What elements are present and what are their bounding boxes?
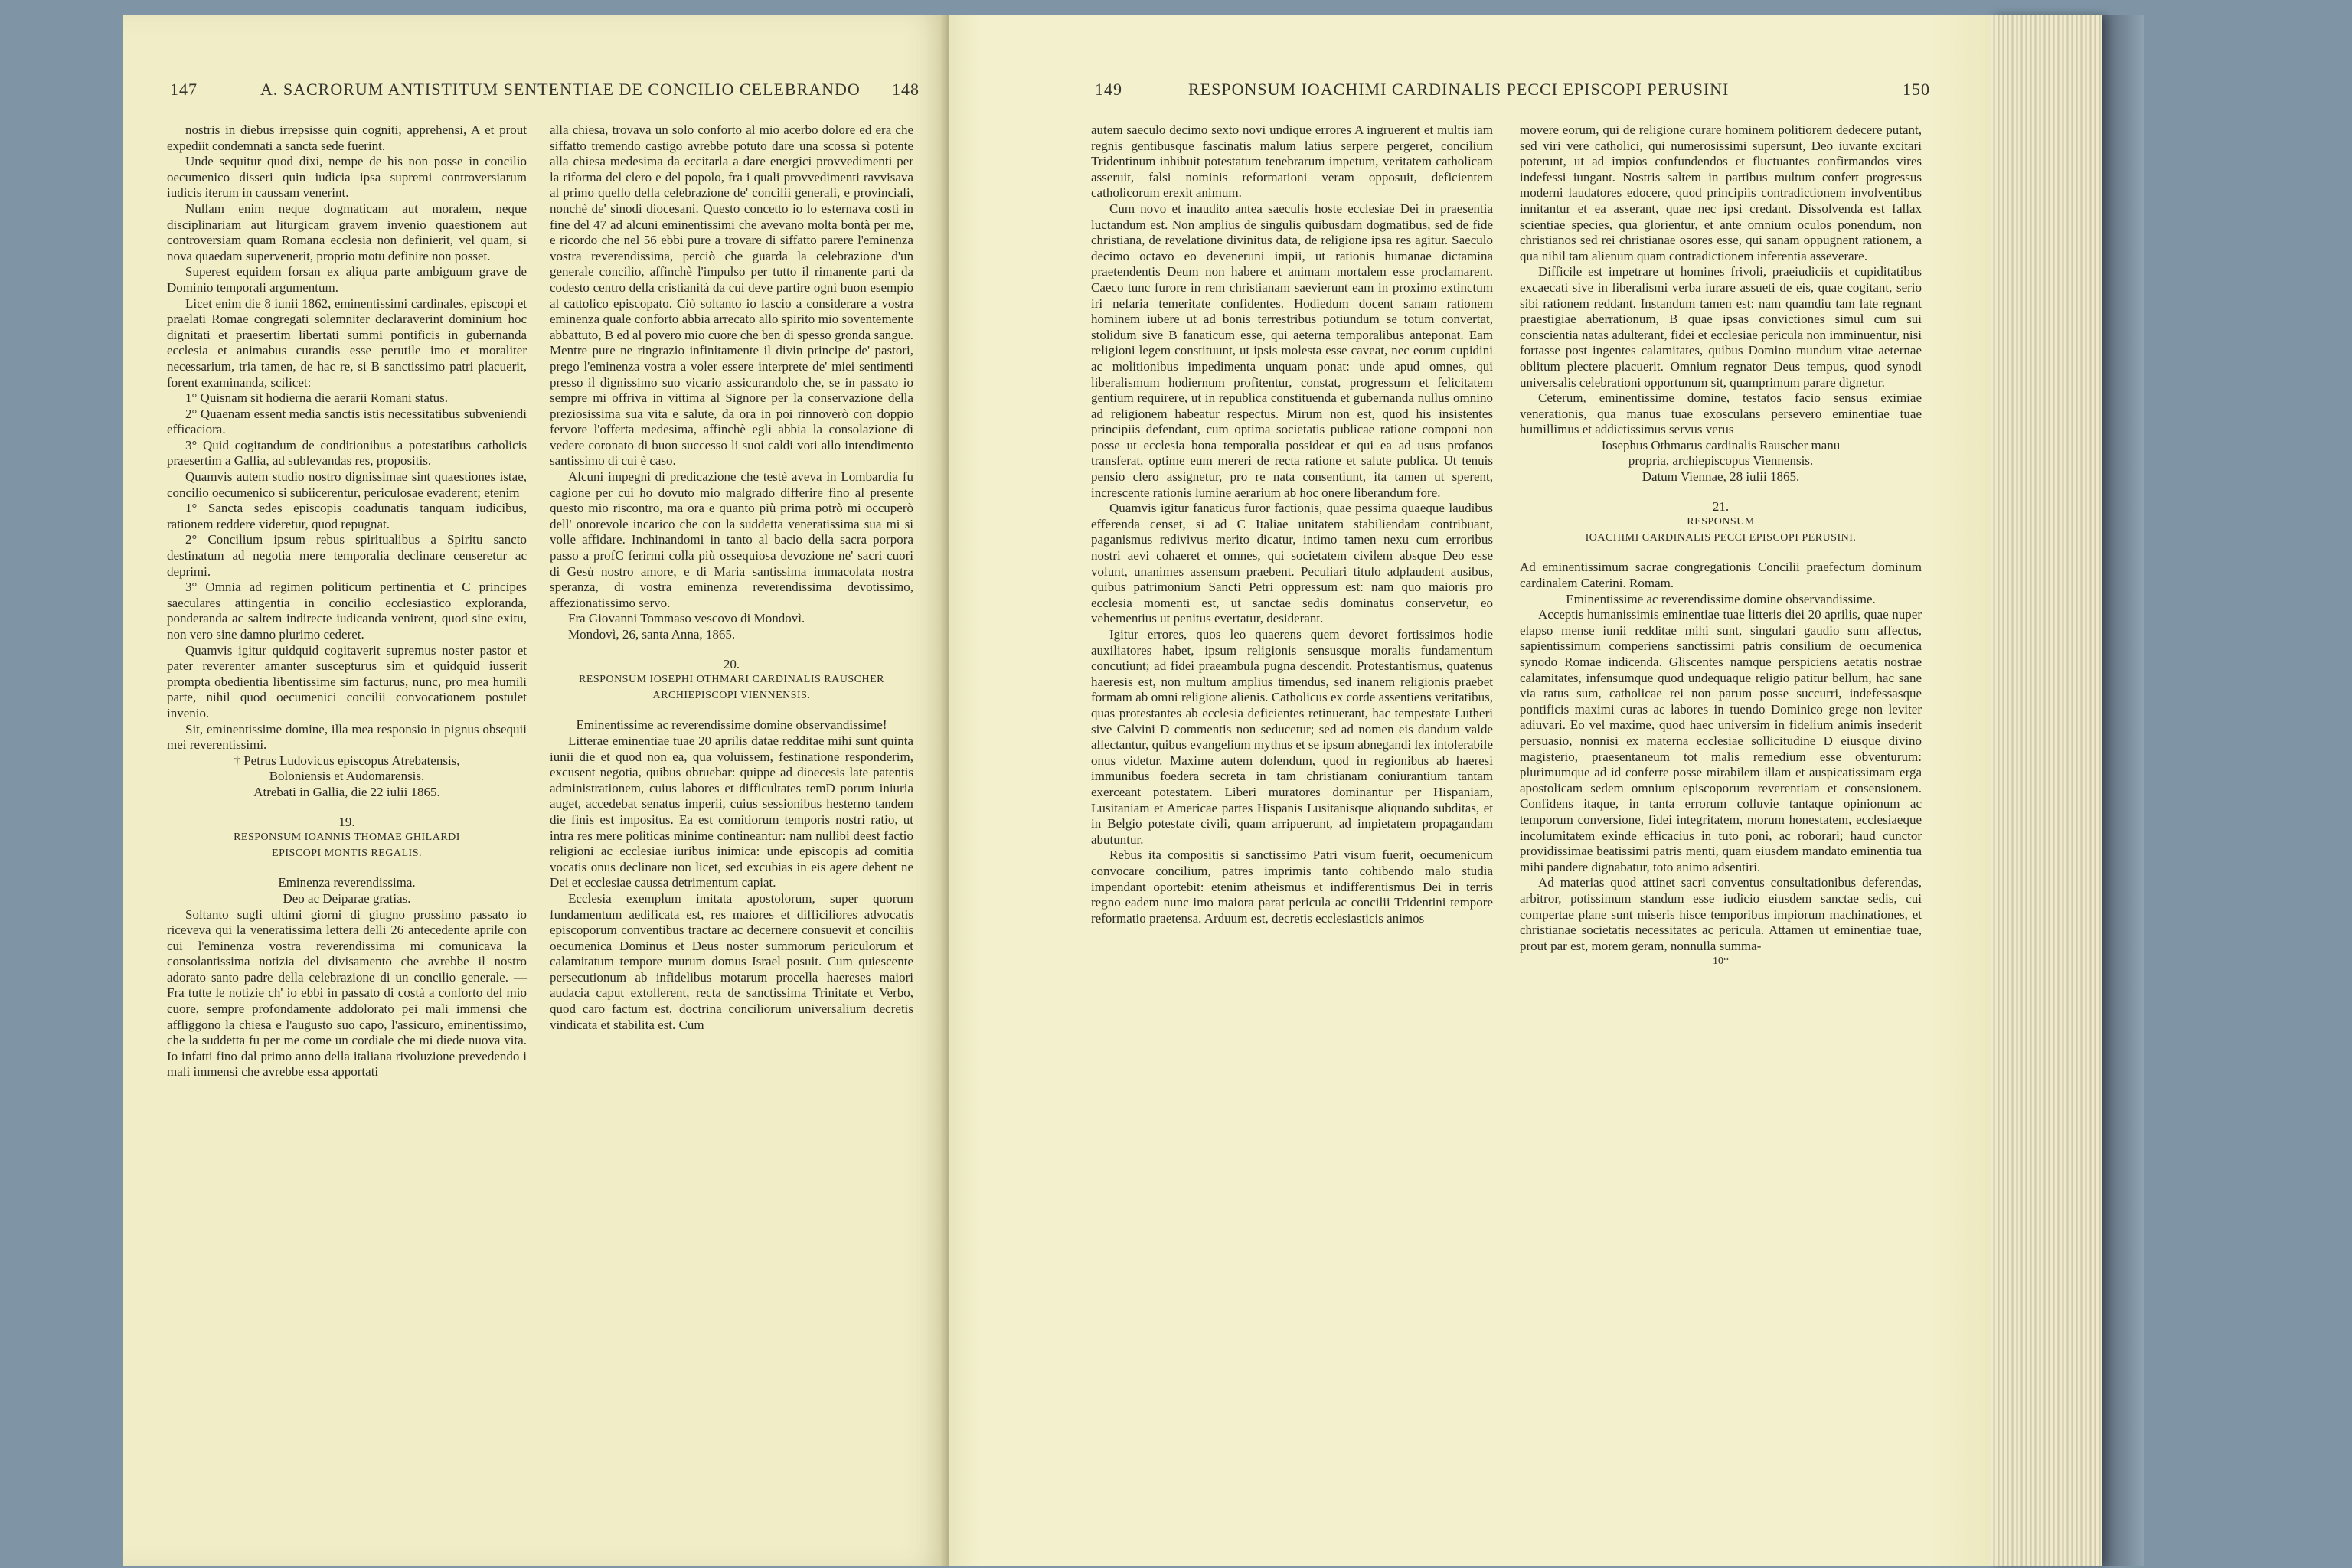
text-column — [550, 122, 913, 1033]
text-column — [1520, 122, 1922, 970]
signature-mark: 10* — [1713, 956, 1729, 968]
paragraph: 1° Quisnam sit hodierna die aerarii Romani status. — [185, 390, 448, 406]
section-heading: IOACHIMI CARDINALIS PECCI EPISCOPI PERUSINI. — [1585, 531, 1857, 544]
signature-line: Iosephus Othmarus cardinalis Rauscher manu — [1601, 437, 1841, 452]
signature-line: Datum Viennae, 28 iulii 1865. — [1642, 469, 1800, 485]
paragraph: 1° Sancta sedes episcopis coadunatis tanquam iudicibus, rationem reddere videretur, quod repugnat. — [167, 501, 527, 531]
section-number: 21. — [1712, 498, 1730, 514]
paragraph: Sit, eminentissime domine, illa mea responsio in pignus obsequii mei reverentissimi. — [167, 721, 527, 753]
running-head: RESPONSUM IOACHIMI CARDINALIS PECCI EPISCOPI PERUSINI — [1188, 80, 1730, 99]
paragraph: Difficile est impetrare ut homines frivoli, praeiudiciis et cupiditatibus excaecati sive in liberalismi verba iurare assueti de eis, quae cogitant, serio sibi rationem reddant. Instandum tamen est: nam quamdiu tam late regnant praestigiae aberrationum, B quae ipsas convictiones simul cum sui conscientia natas adulterant, fidei et ecclesiae pericula non imminuentur, nisi fortasse post ingentes calamitates, quibus Domino mundum vitae aeternae oblitum plectere placuerit. Omnium regnator Deus tempus, quod synodi universalis celebrationi opportunum sit, quamprimum parare dignetur. — [1520, 264, 1922, 390]
running-head: A. SACRORUM ANTISTITUM SENTENTIAE DE CONCILIO CELEBRANDO — [260, 80, 861, 99]
left-page — [122, 15, 946, 1566]
text-column — [167, 122, 527, 1080]
page-number: 149 — [1095, 80, 1122, 99]
section-heading: EPISCOPI MONTIS REGALIS. — [272, 847, 422, 859]
paragraph: Soltanto sugli ultimi giorni di giugno prossimo passato io riceveva qui la veneratissima lettera delli 26 antecedente aprile con cui l'eminenza vostra reverendissima mi comunicava la consolantissima notizia del divisamento che avrebbe il nostro adorato santo padre della celebrazione di un concilio generale. — Fra tutte le notizie ch' io ebbi in passato di costà a conforto del mio cuore, sempre profondamente addolorato pei mali immensi che affliggono la chiesa e l'augusto suo capo, l'assicuro, eminentissimo, che la suddetta fu per me come un cordiale che mi diede nuova vita. Io infatti fino dal primo anno della italiana rivoluzione prevedendo i mali immensi che avrebbe essa apportati — [167, 906, 527, 1080]
section-heading: RESPONSUM IOSEPHI OTHMARI CARDINALIS RAUSCHER — [579, 674, 884, 686]
paragraph: autem saeculo decimo sexto novi undique errores A ingruerent et multis iam regnis gentibusque fascinatis malum latius serpere pergeret, concilium Tridentinum inhibuit potestatum tenebrarum impetum, veritatem catholicam asseruit, falsi nominis reformationi veram opposuit, deficientem catholicorum erexit animum. — [1091, 122, 1493, 201]
paragraph: 2° Concilium ipsum rebus spiritualibus a Spiritu sancto destinatum ad negotia mere temporalia declinare censeretur ac deprimi. — [167, 532, 527, 579]
signature-line: Mondovì, 26, santa Anna, 1865. — [568, 627, 736, 642]
paragraph: Igitur errores, quos leo quaerens quem devoret fortissimos hodie auxiliatores habet, ipsum religionis sensusque moralis fundamentum concutiunt; ad fidei praeambula pugna descendit. Protestantismus, quatenus haeresis est, non multum amplius timendus, sed inanem religionis praebet formam ab omni religione alienis. Catholicus ex corde assentiens veritatibus, quas protestantes ab ecclesia deficientes retinuerant, hac tempestate Lutheri sive Calvini D commentis non seducetur; sed ad nomen eis dandum valde allectantur, quibus evangelium mythus et se ipsum abnegandi lex intolerabile onus videtur. Maxime autem dolendum, quod in regionibus ab haeresi immunibus foedera secreta in tam christianam coniurantium tantam exerceant potestatem. Liberi muratores dominantur per Hispaniam, Lusitaniam et Americae partes Hispanis Lusitanisque aliquando subditas, et in Belgio potestate civili, quam arripuerunt, ad impietatem propagandam abutuntur. — [1091, 627, 1493, 847]
paragraph: Unde sequitur quod dixi, nempe de his non posse in concilio oecumenico disseri quin iudicia ipsa supremi controversiarum iudicis iterum in caussam venerint. — [167, 154, 527, 201]
paragraph: Rebus ita compositis si sanctissimo Patri visum fuerit, oecumenicum convocare concilium, patres imprimis tanto cohibendo malo studia impendant oportebit: etenim atheismus et indifferentismus Dei in terris regno eadem nunc imo maiora parat pericula ac concilii Tridentini tempore reformatio praetensa. Arduum est, decretis ecclesiasticis animos — [1091, 848, 1493, 926]
paragraph: 2° Quaenam essent media sanctis istis necessitatibus subveniendi efficaciora. — [167, 406, 527, 437]
paragraph: Acceptis humanissimis eminentiae tuae litteris diei 20 aprilis, quae nuper elapso mense iunii redditae mihi sunt, singulari gaudio sum affectus, sapientissimum comperiens sanctissimi patris consilium de oecumenica synodo Romae indicenda. Gliscentes namque perspiciens aetatis nostrae calamitates, infensumque quod undequaque religio patitur bellum, hac sane via ratus sum, catholicae rei non parum posse succurri, indefessasque pontificis maximi curas ac labores in tuendo Dominico grege non leviter adiuvari. Eo vel maxime, quod haec universim in fidelium animis insederit persuasio, nonnisi ex materna ecclesiae sollicitudine D eiusque divino magisterio, praesentaneum tot malis remedium esse obventurum: plurimumque ad id conferre posse mirabilem illam et auspicatissimam erga apostolicam sedem omnium episcoporum reverentiam et consensionem. Confidens itaque, in tanta errorum colluvie tantaque opinionum ac temporum conversione, fidei integritatem, morum honestatem, ecclesiaeque incolumitatem exinde efficacius in tuto poni, ac roborari; haud cunctor providissimae beatissimi patris menti, quam eiusdem mandato eminentia tua mihi pandere dignabatur, toto animo adsentiri. — [1520, 607, 1922, 874]
paragraph: Ad eminentissimum sacrae congregationis Concilii praefectum dominum cardinalem Caterini. Romam. — [1520, 560, 1922, 591]
paragraph: 3° Quid cogitandum de conditionibus a potestatibus catholicis praesertim a Gallia, ad sublevandas res, propositis. — [167, 437, 527, 469]
paragraph: Quamvis igitur quidquid cogitaverit supremus noster pastor et pater reverenter amanter suscepturus sim et quidquid iusserit prompta obedientia libentissime sim facturus, nunc, pro mea humili parte, nihil quod oecumenici concilii convocationem postulet invenio. — [167, 642, 527, 720]
paragraph: Ad materias quod attinet sacri conventus consultationibus deferendas, arbitror, potissimum standum esse iudicio eiusdem sanctae sedis, cui compertae plane sunt miseris hisce temporibus impiorum machinationes, et christianae societatis necessitates ac pericula. Attamen ut eminentiae tuae, prout par est, morem geram, nonnulla summa- — [1520, 875, 1922, 953]
section-heading: ARCHIEPISCOPI VIENNENSIS. — [652, 689, 811, 701]
page-number: 147 — [170, 80, 198, 99]
signature-line: Atrebati in Gallia, die 22 iulii 1865. — [253, 784, 440, 799]
paragraph: Ceterum, eminentissime domine, testatos facio sensus eximiae venerationis, qua manus tuae exosculans persevero eminentiae tuae humillimus et addictissimus servus verus — [1520, 390, 1922, 437]
signature-line: Fra Giovanni Tommaso vescovo di Mondovì. — [568, 611, 805, 626]
salutation: Deo ac Deiparae gratias. — [283, 890, 411, 906]
paragraph: Litterae eminentiae tuae 20 aprilis datae redditae mihi sunt quinta iunii die et quod non ea, qua voluissem, festinatione responderim, excusent negotia, quibus obruebar: quippe ad dioecesis late patentis administrationem, cuius labores et difficultates temD porum iniuria auget, accedebat senatus imperii, cuius sessionibus hesterno tandem die finis est impositus. Ea est comitiorum temporis nostri ratio, ut intra res mere politicas minime contineantur: nam nullibi deest factio religioni ac ecclesiae iuribus inimica: unde episcopis ad comitia vocatis onus declinare non licet, sed excubias in eis agere debent ne Dei et ecclesiae caussa detrimentum capiat. — [550, 733, 913, 890]
section-number: 19. — [338, 814, 355, 829]
salutation: Eminentissime ac reverendissime domine observandissime. — [1566, 591, 1876, 606]
text-column — [1091, 122, 1493, 926]
signature-line: † Petrus Ludovicus episcopus Atrebatensis, — [234, 753, 460, 768]
paragraph: nostris in diebus irrepsisse quin cogniti, apprehensi, A et prout expediit condemnati a sancta sede fuerint. — [167, 122, 527, 153]
paragraph: Ecclesia exemplum imitata apostolorum, super quorum fundamentum aedificata est, res maiores et difficiliores advocatis episcoporum conventibus tractare ac decernere consuevit et conciliis oecumenica Dominus et Deus noster summorum periculorum et calamitatum tempore murum domus Israel posuit. Cum quiescente persecutionum ab infidelibus motarum procella haereses maiori audacia caput extollerent, recta de sanctissima Trinitate et Verbo, quod caro factum est, doctrina conciliorum universalium decretis vindicata et stabilita est. Cum — [550, 890, 913, 1032]
paragraph: 3° Omnia ad regimen politicum pertinentia et C principes saeculares attingentia in concilio ecclesiastico exploranda, ponderanda ac saltem indirecte iudicanda venirent, quod sine exitu, non vero sine damno plurimo cederet. — [167, 580, 527, 642]
section-number: 20. — [723, 656, 740, 671]
paragraph: Cum novo et inaudito antea saeculis hoste ecclesiae Dei in praesentia luctandum est. Non amplius de singulis quibusdam dogmatibus, sed de fide christiana, de revelatione divinitus data, de religione ipsa res agitur. Saeculo decimo octavo eo deveneruni impii, ut rationis humanae dictamina praetendentis Deum non habere et animam mortalem esse proclamarent. Caeco tunc furore in rem christianam saevierunt eam in proximo extinctum iri nefaria temeritate confidentes. Hodiedum docent sanam rationem hominem iubere ut ad bonis terrestribus potiundum se totum convertat, stolidum sive B fanaticum esse, qui aeterna temporalibus anteponat. Eam religioni legem constituunt, ut ipsis molesta esse caveat, nec eorum cupidini ac molitionibus impedimenta unquam ponat: unde apud omnes, qui liberalismum hodiernum profitentur, constat, progressum et felicitatem gentium requirere, ut in republica constituenda et gubernanda nullus omnino ad religionem habeatur respectus. Mirum non est, quod his insistentes principiis defendant, cum optima societatis publicae ratione componi non posse ut ecclesia bona temporalia possideat et qui ea ad usus profanos transferat, optime eum mereri de recta ratione et salute publica. Ut tenuis pensio clero assignetur, pro re nata consentiunt, ita tamen ut sperent, increscente rationis lumine aerarium ab hoc onere liberandum fore. — [1091, 201, 1493, 500]
paragraph: Nullam enim neque dogmaticam aut moralem, neque disciplinariam aut liturgicam gravem invenio quaestionem aut controversiam quam Romana ecclesia non definierit, vel quam, si nova quaedam supervenerit, proprio motu definire non posset. — [167, 201, 527, 263]
section-heading: RESPONSUM IOANNIS THOMAE GHILARDI — [234, 831, 460, 844]
paragraph: Quamvis autem studio nostro dignissimae sint quaestiones istae, concilio oecumenico si subiicerentur, periculosae evaderent; etenim — [167, 469, 527, 500]
page-number: 148 — [892, 80, 920, 99]
page-number: 150 — [1903, 80, 1930, 99]
paragraph: Licet enim die 8 iunii 1862, eminentissimi cardinales, episcopi et praelati Romae congregati solemniter declaraverint dominium hoc dignitati et praesertim libertati summi pontificis in gubernanda ecclesia et animabus curandis esse perutile imo et moraliter necessarium, tria tamen, de hac re, si B sanctissimo patri placuerit, forent examinanda, scilicet: — [167, 296, 527, 390]
page-stack-edge — [1991, 15, 2102, 1566]
paragraph: movere eorum, qui de religione curare hominem politiorem dedecere putant, sed viri vere catholici, qui numerosissimi supersunt, Deo iuvante excitari poterunt, ut ad impios confundendos et fluctuantes confirmandos vires indefessi iungant. Nostris saltem in partibus multum confert progressus moderni laudatores edocere, quod principiis contradictionem involventibus innitantur et ea asserant, quae nec ipsi credant. Dissolvenda est fallax scientiae species, qua glorientur, et ante omnium oculos ponendum, non christianos sed rei christianae osores esse, qui sanam oppugnent rationem, a qua nihil tam alienum quam contradictionem inferentia asseverare. — [1520, 122, 1922, 263]
paragraph: Superest equidem forsan ex aliqua parte ambiguum grave de Dominio temporali argumentum. — [167, 264, 527, 295]
signature-line: propria, archiepiscopus Viennensis. — [1628, 453, 1814, 469]
right-page — [949, 15, 1991, 1566]
section-heading: RESPONSUM — [1687, 516, 1755, 528]
salutation: Eminenza reverendissima. — [278, 875, 416, 890]
paragraph: alla chiesa, trovava un solo conforto al mio acerbo dolore ed era che siffatto tremendo castigo avrebbe potuto dare una scossa sì potente alla chiesa medesima da eccitarla a dare energici provvedimenti per la riforma del clero e del popolo, fra i quali provvedimenti ravvisava al primo quello della celebrazione de' concilii generali, e provinciali, nonchè de' sinodi diocesani. Questo concetto io lo esternava costì in fine del 47 ad alcuni eminentissimi che avevano molta bontà per me, e ricordo che nel 56 ebbi pure a trovare di siffatto parere l'eminenza vostra reverendissima, perciò che guarda la celebrazione d'un generale concilio, affinchè l'impulso per tutto il rimanente parti da codesto centro della cristianità da cui deve partire ogni buon esempio al cattolico episcopato. Ciò soltanto io lascio a considerare a vostra eminenza quale conforto abbia arrecato allo spirito mio soventemente abbattuto, B ed al povero mio cuore che ben di spesso gronda sangue. Mentre pure ne ringrazio infinitamente il divin principe de' pastori, prego l'eminenza vostra a voler essere interprete de' miei sentimenti presso il dignissimo suo vicario assicurandolo che, se in passato io sempre mi offriva in vittima al Signore per la conservazione della preziosissima sua vita e salute, da ora in poi rinnoverò con doppio fervore l'offerta medesima, affinchè egli abbia la consolazione di vedere coronato di buon successo li suoi caldi voti allo intendimento santissimo di cui è caso. — [550, 122, 913, 469]
paragraph: Quamvis igitur fanaticus furor factionis, quae pessima quaeque laudibus efferenda censet, si ad C Italiae unitatem stabiliendam contribuant, paganismus redivivus merito dicatur, intimo tamen nexu cum erroribus nostri aevi cohaeret et omnes, qui societatem civilem absque Deo esse volunt, unanimes assensum praebent. Peculiari titulo adplaudent ausibus, quibus patrimonium Sancti Petri oppressum est: nam quo maioris pro ecclesia momenti est, ut sanctae sedis dominatus conservetur, eo vehementius ut penitus evertatur, desiderant. — [1091, 501, 1493, 626]
salutation: Eminentissime ac reverendissime domine observandissime! — [576, 717, 887, 733]
signature-line: Boloniensis et Audomarensis. — [269, 769, 425, 784]
book-cover-edge — [2102, 15, 2144, 1566]
paragraph: Alcuni impegni di predicazione che testè aveva in Lombardia fu cagione per cui ho dovuto mio malgrado differire fino al presente questo mio riscontro, ma ora e quanto più prima potrò mi occuperò dell' onorevole incarico che con la suddetta veneratissima sua mi si volle affidare. Inchinandomi in tanto al bacio della sacra porpora passo a profC ferirmi colla più ossequiosa devozione ne' sacri cuori di Gesù nostro amore, e di Maria santissima immacolata nostra speranza, di vostra eminenza reverendissima devotissimo, affezionatissimo servo. — [550, 469, 913, 610]
